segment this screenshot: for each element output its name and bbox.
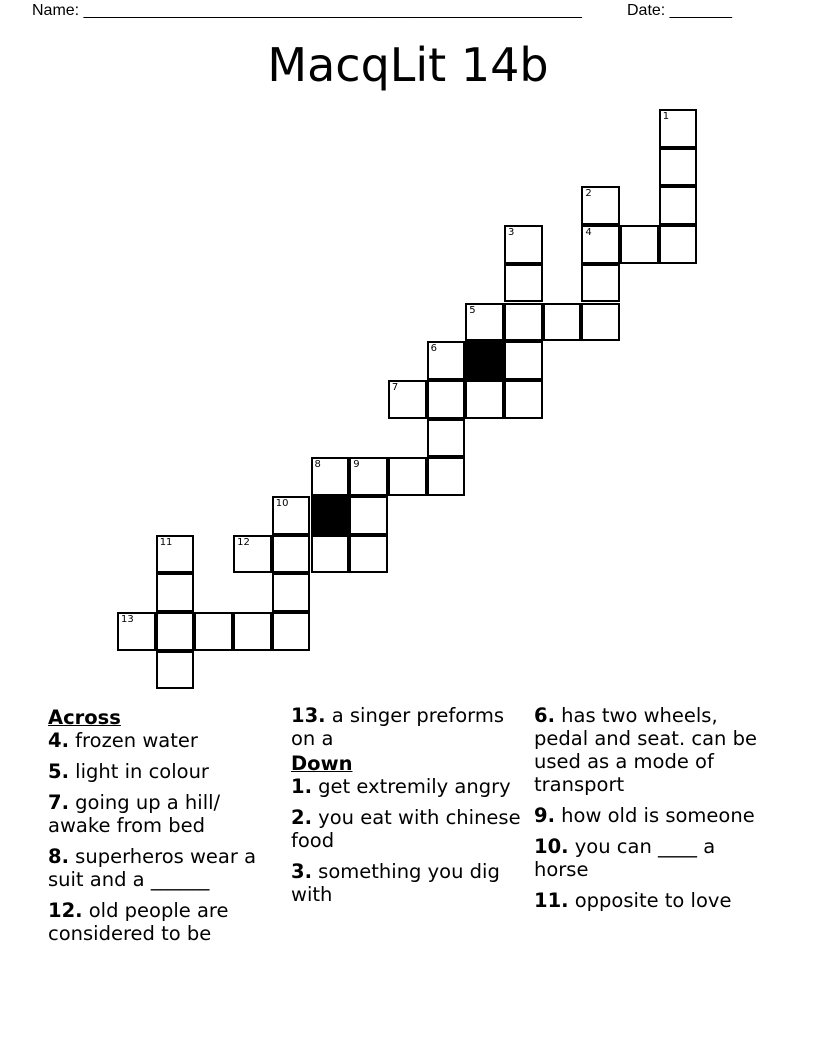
grid-cell[interactable] xyxy=(117,612,156,651)
grid-cell[interactable] xyxy=(504,380,543,419)
clue-number: 2. xyxy=(291,806,312,829)
date-field: Date: _______ xyxy=(627,2,732,19)
grid-cell[interactable] xyxy=(156,651,195,690)
grid-cell[interactable] xyxy=(272,612,311,651)
clue-number: 1. xyxy=(291,775,312,798)
grid-cell[interactable] xyxy=(349,496,388,535)
clue-text: get extremily angry xyxy=(311,775,511,798)
black-cell xyxy=(311,496,350,535)
grid-cell[interactable] xyxy=(427,419,466,458)
clue-text: light in colour xyxy=(68,760,209,783)
clue-text: a singer preforms on a xyxy=(291,704,505,750)
clue xyxy=(534,889,774,912)
clue-number: 8 xyxy=(314,459,321,471)
grid-cell[interactable] xyxy=(581,186,620,225)
clues-column-3 xyxy=(534,704,774,920)
grid-cell[interactable] xyxy=(194,612,233,651)
clue-text: how old is someone xyxy=(554,804,755,827)
grid-cell[interactable] xyxy=(388,380,427,419)
grid-cell[interactable] xyxy=(659,186,698,225)
grid-cell[interactable] xyxy=(543,303,582,342)
grid-cell[interactable] xyxy=(156,573,195,612)
clue-number: 4 xyxy=(585,227,592,239)
clue-number: 9. xyxy=(534,804,555,827)
clue-text: opposite to love xyxy=(568,889,732,912)
grid-cell[interactable] xyxy=(504,225,543,264)
clue-text: going up a hill/ awake from bed xyxy=(48,791,221,837)
grid-cell[interactable] xyxy=(581,225,620,264)
page-title: MacqLit 14b xyxy=(267,38,549,92)
clue-number: 10. xyxy=(534,835,569,858)
clue-text: has two wheels, pedal and seat. can be used as a mode of transport xyxy=(534,704,757,796)
clue-text: old people are considered to be xyxy=(48,899,229,945)
clue xyxy=(48,760,278,783)
grid-cell[interactable] xyxy=(659,148,698,187)
black-cell xyxy=(465,341,504,380)
grid-cell[interactable] xyxy=(427,457,466,496)
clue-number: 13. xyxy=(291,704,326,727)
grid-cell[interactable] xyxy=(427,380,466,419)
grid-cell[interactable] xyxy=(427,341,466,380)
clue-number: 1 xyxy=(662,111,670,122)
grid-cell[interactable] xyxy=(388,457,427,496)
grid-cell[interactable] xyxy=(349,457,388,496)
grid-cell[interactable] xyxy=(349,535,388,574)
clue xyxy=(48,791,278,837)
across-heading: Across xyxy=(48,706,121,729)
grid-cell[interactable] xyxy=(581,264,620,303)
clue-number: 12. xyxy=(48,899,83,922)
clues-column-1 xyxy=(48,704,278,953)
clue xyxy=(534,835,774,881)
clue-number: 2 xyxy=(585,188,592,200)
clue xyxy=(48,899,278,945)
grid-cell[interactable] xyxy=(311,535,350,574)
clue-text: you eat with chinese food xyxy=(291,806,521,852)
clue-number: 5. xyxy=(48,760,69,783)
grid-cell[interactable] xyxy=(465,303,504,342)
grid-cell[interactable] xyxy=(156,612,195,651)
grid-cell[interactable] xyxy=(620,225,659,264)
clue-number: 12 xyxy=(237,536,250,548)
clue-number: 6 xyxy=(430,343,437,355)
clue-number: 7 xyxy=(391,381,399,393)
clue-text: frozen water xyxy=(68,729,198,752)
clue-number: 3 xyxy=(508,227,515,239)
grid-cell[interactable] xyxy=(233,612,272,651)
down-heading: Down xyxy=(291,752,353,775)
grid-cell[interactable] xyxy=(465,380,504,419)
clue xyxy=(291,860,521,906)
clue-number: 11. xyxy=(534,889,569,912)
clue-number: 8. xyxy=(48,845,69,868)
name-field: Name: ________________________________________________________ xyxy=(32,2,582,19)
clue xyxy=(291,704,521,750)
grid-cell[interactable] xyxy=(659,225,698,264)
clue-number: 6. xyxy=(534,704,555,727)
grid-cell[interactable] xyxy=(233,535,272,574)
clue-number: 9 xyxy=(353,459,360,471)
grid-cell[interactable] xyxy=(272,573,311,612)
clue xyxy=(291,775,521,798)
grid-cell[interactable] xyxy=(581,303,620,342)
clue-text: superheros wear a suit and a ______ xyxy=(48,845,257,891)
clue-number: 13 xyxy=(121,614,134,626)
grid-cell[interactable] xyxy=(504,264,543,303)
grid-cell[interactable] xyxy=(272,535,311,574)
clue xyxy=(48,729,278,752)
clue-number: 11 xyxy=(159,536,173,548)
grid-cell[interactable] xyxy=(311,457,350,496)
clue xyxy=(291,806,521,852)
grid-cell[interactable] xyxy=(504,303,543,342)
grid-cell[interactable] xyxy=(272,496,311,535)
clue xyxy=(534,804,774,827)
clue-number: 10 xyxy=(275,498,289,509)
clue xyxy=(48,845,278,891)
clue xyxy=(534,704,774,796)
clue-number: 5 xyxy=(469,304,476,316)
clues-column-2 xyxy=(291,704,521,914)
grid-cell[interactable] xyxy=(504,341,543,380)
grid-cell[interactable] xyxy=(156,535,195,574)
clue-number: 4. xyxy=(48,729,69,752)
clue-number: 7. xyxy=(48,791,69,814)
clue-number: 3. xyxy=(291,860,312,883)
clue-text: you can ____ a horse xyxy=(534,835,716,881)
clue-text: something you dig with xyxy=(291,860,500,906)
grid-cell[interactable] xyxy=(659,109,698,148)
